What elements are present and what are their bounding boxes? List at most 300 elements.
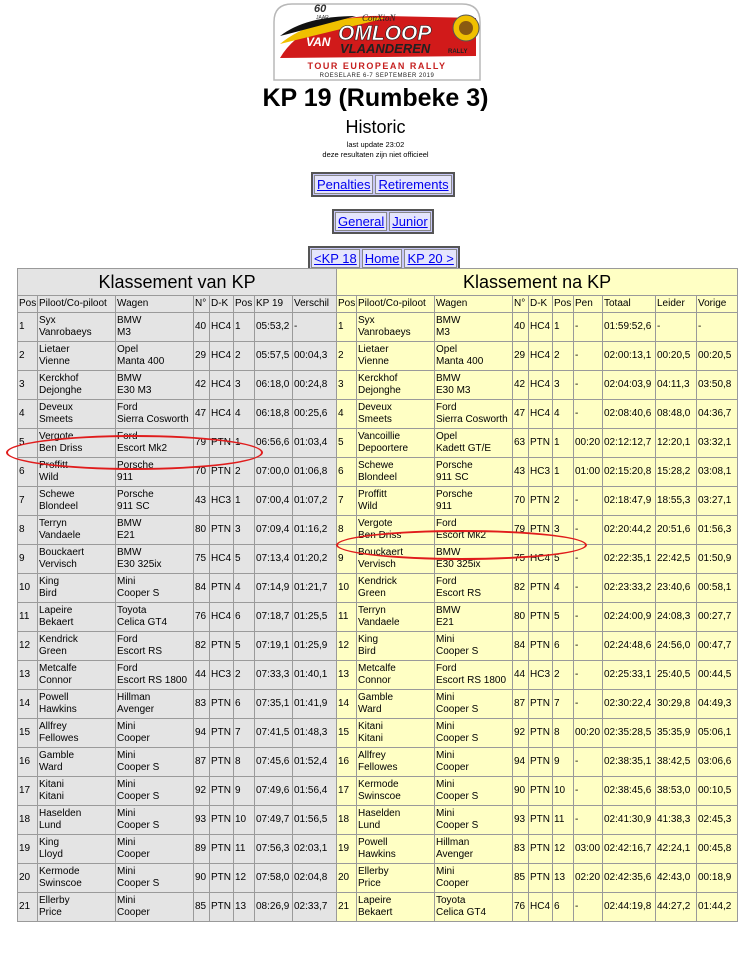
total-cell: 02:08:40,6 xyxy=(603,400,656,429)
class-cell: PTN xyxy=(529,574,553,603)
codriver-name: Swinscoe xyxy=(358,791,401,802)
car-model: Cooper S xyxy=(117,791,160,802)
crew-cell xyxy=(357,371,435,400)
car-model: Escort Mk2 xyxy=(436,530,487,541)
logo-dates: ROESELARE 6-7 SEPTEMBER 2019 xyxy=(319,73,435,79)
table-row xyxy=(337,893,738,922)
leader-gap-cell: 30:29,8 xyxy=(656,690,697,719)
class-cell: PTN xyxy=(529,603,553,632)
car-model: Escort RS 1800 xyxy=(117,675,188,686)
general-link[interactable]: General xyxy=(335,212,387,231)
driver-name: Kermode xyxy=(39,866,80,877)
car-cell xyxy=(116,603,194,632)
penalty-cell: - xyxy=(574,342,603,371)
driver-name: Deveux xyxy=(39,402,73,413)
total-cell: 02:42:35,6 xyxy=(603,864,656,893)
car-make: Mini xyxy=(436,692,455,703)
car-make: Mini xyxy=(436,779,455,790)
stage-time-cell: 07:41,5 xyxy=(255,719,293,748)
table-row xyxy=(337,487,738,516)
penalty-cell: - xyxy=(574,748,603,777)
table-row xyxy=(337,864,738,893)
junior-link[interactable]: Junior xyxy=(389,212,430,231)
car-model: Escort RS xyxy=(117,646,163,657)
class-cell: PTN xyxy=(529,690,553,719)
leader-gap-cell: 42:43,0 xyxy=(656,864,697,893)
car-cell xyxy=(116,313,194,342)
home-link[interactable]: Home xyxy=(362,249,403,268)
right-col-header: Wagen xyxy=(435,296,513,313)
car-cell xyxy=(435,574,513,603)
class-cell: HC4 xyxy=(210,545,234,574)
number-cell: 42 xyxy=(194,371,210,400)
car-make: Opel xyxy=(436,431,458,442)
car-cell xyxy=(435,458,513,487)
prev-gap-cell: 04:36,7 xyxy=(697,400,738,429)
penalty-cell: - xyxy=(574,313,603,342)
car-cell xyxy=(116,458,194,487)
driver-name: Ellerby xyxy=(39,895,70,906)
number-cell: 94 xyxy=(194,719,210,748)
number-cell: 84 xyxy=(194,574,210,603)
pos-cell: 2 xyxy=(18,342,38,371)
class-pos-cell: 2 xyxy=(553,342,574,371)
codriver-name: Ward xyxy=(39,762,63,773)
number-cell: 79 xyxy=(194,429,210,458)
prev-gap-cell: 03:27,1 xyxy=(697,487,738,516)
leader-gap-cell: 41:38,3 xyxy=(656,806,697,835)
car-cell xyxy=(435,690,513,719)
prev-gap-cell: 00:47,7 xyxy=(697,632,738,661)
car-make: Opel xyxy=(117,344,139,355)
class-cell: PTN xyxy=(210,516,234,545)
table-row xyxy=(337,603,738,632)
gap-cell: 00:24,8 xyxy=(293,371,337,400)
codriver-name: Swinscoe xyxy=(39,878,82,889)
pos-cell: 14 xyxy=(18,690,38,719)
total-cell: 02:30:22,4 xyxy=(603,690,656,719)
crew-cell xyxy=(38,371,116,400)
leader-gap-cell: 23:40,6 xyxy=(656,574,697,603)
table-row xyxy=(337,661,738,690)
prev-gap-cell: 03:32,1 xyxy=(697,429,738,458)
class-pos-cell: 4 xyxy=(553,574,574,603)
gap-cell: 01:07,2 xyxy=(293,487,337,516)
codriver-name: Price xyxy=(358,878,381,889)
car-make: Ford xyxy=(436,663,457,674)
car-make: Toyota xyxy=(436,895,466,906)
car-model: E30 325ix xyxy=(117,559,162,570)
penalties-link[interactable]: Penalties xyxy=(314,175,373,194)
codriver-name: Bird xyxy=(39,588,57,599)
car-make: Hillman xyxy=(117,692,151,703)
codriver-name: Dejonghe xyxy=(39,385,82,396)
driver-name: King xyxy=(358,634,379,645)
car-cell xyxy=(116,545,194,574)
total-cell: 02:23:33,2 xyxy=(603,574,656,603)
car-model: Cooper S xyxy=(117,762,160,773)
car-cell xyxy=(116,806,194,835)
class-pos-cell: 1 xyxy=(553,458,574,487)
number-cell: 76 xyxy=(513,893,529,922)
number-cell: 63 xyxy=(513,429,529,458)
prev-gap-cell: 03:08,1 xyxy=(697,458,738,487)
leader-gap-cell: 15:28,2 xyxy=(656,458,697,487)
class-pos-cell: 7 xyxy=(234,719,255,748)
car-cell xyxy=(116,342,194,371)
prev-gap-cell: 00:18,9 xyxy=(697,864,738,893)
car-make: Ford xyxy=(117,431,138,442)
leader-gap-cell: - xyxy=(656,313,697,342)
prev-gap-cell: 03:50,8 xyxy=(697,371,738,400)
number-cell: 92 xyxy=(513,719,529,748)
class-cell: HC4 xyxy=(210,400,234,429)
codriver-name: Smeets xyxy=(39,414,73,425)
car-make: Mini xyxy=(117,837,136,848)
car-model: E21 xyxy=(436,617,454,628)
codriver-name: Bird xyxy=(358,646,376,657)
leader-gap-cell: 20:51,6 xyxy=(656,516,697,545)
class-cell: PTN xyxy=(529,632,553,661)
next-stage-link[interactable]: KP 20 > xyxy=(404,249,456,268)
class-pos-cell: 3 xyxy=(553,371,574,400)
car-cell xyxy=(435,371,513,400)
gap-cell: 01:03,4 xyxy=(293,429,337,458)
car-model: Cooper xyxy=(436,878,469,889)
driver-name: Kermode xyxy=(358,779,399,790)
driver-name: Metcalfe xyxy=(358,663,396,674)
car-model: Cooper S xyxy=(436,646,479,657)
prev-gap-cell: 00:20,5 xyxy=(697,342,738,371)
class-pos-cell: 12 xyxy=(553,835,574,864)
number-cell: 80 xyxy=(513,603,529,632)
total-cell: 02:15:20,8 xyxy=(603,458,656,487)
table-row xyxy=(337,458,738,487)
codriver-name: Vanrobaeys xyxy=(358,327,411,338)
prev-gap-cell: 01:44,2 xyxy=(697,893,738,922)
prev-gap-cell: 05:06,1 xyxy=(697,719,738,748)
car-make: Porsche xyxy=(436,489,473,500)
driver-name: Haselden xyxy=(39,808,82,819)
right-col-header: D-K xyxy=(529,296,553,313)
table-row xyxy=(18,458,337,487)
gap-cell: 00:04,3 xyxy=(293,342,337,371)
table-row xyxy=(18,516,337,545)
stage-time-cell: 06:18,0 xyxy=(255,371,293,400)
codriver-name: Fellowes xyxy=(39,733,79,744)
car-model: Cooper S xyxy=(117,820,160,831)
stage-time-cell: 07:56,3 xyxy=(255,835,293,864)
car-cell xyxy=(116,400,194,429)
driver-name: Powell xyxy=(358,837,388,848)
crew-cell xyxy=(357,603,435,632)
car-model: M3 xyxy=(117,327,131,338)
class-pos-cell: 9 xyxy=(234,777,255,806)
stage-time-cell: 08:26,9 xyxy=(255,893,293,922)
class-cell: PTN xyxy=(529,487,553,516)
class-pos-cell: 11 xyxy=(553,806,574,835)
car-cell xyxy=(435,864,513,893)
driver-name: Kendrick xyxy=(358,576,397,587)
car-model: Cooper xyxy=(436,762,469,773)
penalty-cell: 02:20 xyxy=(574,864,603,893)
page-title: KP 19 (Rumbeke 3) xyxy=(262,84,489,112)
class-cell: HC4 xyxy=(529,545,553,574)
penalty-cell: - xyxy=(574,574,603,603)
crew-cell xyxy=(357,429,435,458)
car-cell xyxy=(435,487,513,516)
pos-cell: 9 xyxy=(337,545,357,574)
table-row xyxy=(18,313,337,342)
car-cell xyxy=(435,719,513,748)
crew-cell xyxy=(357,719,435,748)
overall-classification-table xyxy=(336,268,738,922)
prev-gap-cell: 04:49,3 xyxy=(697,690,738,719)
codriver-name: Connor xyxy=(358,675,391,686)
class-pos-cell: 13 xyxy=(553,864,574,893)
car-model: Cooper xyxy=(117,907,150,918)
penalty-cell: 03:00 xyxy=(574,835,603,864)
table-row xyxy=(18,719,337,748)
car-model: 911 SC xyxy=(117,501,150,512)
driver-name: Vergote xyxy=(358,518,393,529)
crew-cell xyxy=(357,516,435,545)
class-cell: PTN xyxy=(210,690,234,719)
pos-cell: 4 xyxy=(337,400,357,429)
car-model: Cooper S xyxy=(436,733,479,744)
car-model: Avenger xyxy=(117,704,155,715)
driver-name: Kitani xyxy=(358,721,384,732)
car-make: Porsche xyxy=(117,489,154,500)
pos-cell: 12 xyxy=(18,632,38,661)
class-pos-cell: 1 xyxy=(553,429,574,458)
pos-cell: 10 xyxy=(18,574,38,603)
car-cell xyxy=(435,545,513,574)
penalty-cell: - xyxy=(574,487,603,516)
class-pos-cell: 2 xyxy=(553,661,574,690)
table-row xyxy=(337,835,738,864)
crew-cell xyxy=(38,487,116,516)
pos-cell: 17 xyxy=(18,777,38,806)
driver-name: Lietaer xyxy=(39,344,70,355)
number-cell: 79 xyxy=(513,516,529,545)
car-cell xyxy=(116,719,194,748)
class-pos-cell: 10 xyxy=(234,806,255,835)
driver-name: Gamble xyxy=(39,750,75,761)
stage-classification-table xyxy=(17,268,337,922)
class-cell: PTN xyxy=(210,748,234,777)
driver-name: Allfrey xyxy=(358,750,386,761)
crew-cell xyxy=(38,690,116,719)
gap-cell: 02:03,1 xyxy=(293,835,337,864)
car-cell xyxy=(116,429,194,458)
crew-cell xyxy=(357,864,435,893)
car-cell xyxy=(435,835,513,864)
driver-name: Schewe xyxy=(39,489,75,500)
pos-cell: 21 xyxy=(337,893,357,922)
penalty-cell: - xyxy=(574,690,603,719)
car-make: Mini xyxy=(117,895,136,906)
pos-cell: 4 xyxy=(18,400,38,429)
codriver-name: Lund xyxy=(39,820,62,831)
crew-cell xyxy=(38,777,116,806)
table-row xyxy=(337,545,738,574)
right-col-header: Pen xyxy=(574,296,603,313)
last-update: last update 23:02 xyxy=(346,140,405,149)
stage-time-cell: 05:53,2 xyxy=(255,313,293,342)
codriver-name: Lloyd xyxy=(39,849,63,860)
left-col-header: Verschil xyxy=(293,296,337,313)
crew-cell xyxy=(38,748,116,777)
gap-cell: 01:06,8 xyxy=(293,458,337,487)
class-cell: HC3 xyxy=(210,661,234,690)
class-pos-cell: 5 xyxy=(234,545,255,574)
table-row xyxy=(337,777,738,806)
penalty-cell: - xyxy=(574,371,603,400)
table-row xyxy=(337,632,738,661)
stage-time-cell: 06:56,6 xyxy=(255,429,293,458)
car-make: Mini xyxy=(117,866,136,877)
number-cell: 76 xyxy=(194,603,210,632)
table-row xyxy=(337,516,738,545)
car-model: E21 xyxy=(117,530,135,541)
number-cell: 93 xyxy=(194,806,210,835)
penalty-cell: - xyxy=(574,661,603,690)
logo-script: ConXioN xyxy=(362,13,396,23)
gap-cell: 01:25,5 xyxy=(293,603,337,632)
car-cell xyxy=(435,342,513,371)
logo-tour: TOUR EUROPEAN RALLY xyxy=(307,61,447,71)
table-row xyxy=(18,603,337,632)
car-make: BMW xyxy=(117,547,142,558)
car-make: BMW xyxy=(117,373,142,384)
car-cell xyxy=(435,806,513,835)
leader-gap-cell: 24:08,3 xyxy=(656,603,697,632)
stage-time-cell: 07:33,3 xyxy=(255,661,293,690)
class-pos-cell: 6 xyxy=(234,603,255,632)
codriver-name: Fellowes xyxy=(358,762,398,773)
pos-cell: 10 xyxy=(337,574,357,603)
driver-name: Bouckaert xyxy=(39,547,85,558)
crew-cell xyxy=(357,690,435,719)
car-cell xyxy=(435,893,513,922)
driver-name: Vergote xyxy=(39,431,74,442)
leader-gap-cell: 12:20,1 xyxy=(656,429,697,458)
class-cell: PTN xyxy=(210,458,234,487)
penalty-cell: - xyxy=(574,806,603,835)
crew-cell xyxy=(38,429,116,458)
class-pos-cell: 5 xyxy=(234,632,255,661)
number-cell: 70 xyxy=(194,458,210,487)
nav-results-extra xyxy=(311,172,455,197)
pos-cell: 6 xyxy=(18,458,38,487)
car-make: Hillman xyxy=(436,837,470,848)
gap-cell: 01:52,4 xyxy=(293,748,337,777)
codriver-name: Hawkins xyxy=(358,849,396,860)
class-pos-cell: 3 xyxy=(234,516,255,545)
table-row xyxy=(18,487,337,516)
crew-cell xyxy=(357,400,435,429)
driver-name: Kendrick xyxy=(39,634,78,645)
car-make: Mini xyxy=(436,634,455,645)
left-col-header: KP 19 xyxy=(255,296,293,313)
car-model: Escort Mk2 xyxy=(117,443,168,454)
table-row xyxy=(337,690,738,719)
left-col-header: Pos xyxy=(18,296,38,313)
codriver-name: Bekaert xyxy=(39,617,74,628)
codriver-name: Ben Driss xyxy=(358,530,402,541)
car-model: Cooper S xyxy=(436,820,479,831)
crew-cell xyxy=(38,719,116,748)
right-col-header: Leider xyxy=(656,296,697,313)
car-cell xyxy=(116,835,194,864)
driver-name: Lietaer xyxy=(358,344,389,355)
driver-name: Vancoillie xyxy=(358,431,401,442)
pos-cell: 1 xyxy=(18,313,38,342)
pos-cell: 8 xyxy=(18,516,38,545)
car-cell xyxy=(116,371,194,400)
class-pos-cell: 1 xyxy=(234,313,255,342)
driver-name: Kerckhof xyxy=(358,373,398,384)
class-cell: HC4 xyxy=(529,342,553,371)
pos-cell: 16 xyxy=(18,748,38,777)
class-cell: PTN xyxy=(210,806,234,835)
pos-cell: 14 xyxy=(337,690,357,719)
stage-time-cell: 07:00,0 xyxy=(255,458,293,487)
stage-time-cell: 07:00,4 xyxy=(255,487,293,516)
car-model: Celica GT4 xyxy=(436,907,487,918)
crew-cell xyxy=(38,661,116,690)
number-cell: 44 xyxy=(194,661,210,690)
class-cell: HC4 xyxy=(210,371,234,400)
driver-name: Terryn xyxy=(39,518,67,529)
gap-cell: 01:25,9 xyxy=(293,632,337,661)
left-col-header: Wagen xyxy=(116,296,194,313)
stage-time-cell: 07:13,4 xyxy=(255,545,293,574)
table-row xyxy=(18,893,337,922)
number-cell: 93 xyxy=(513,806,529,835)
crew-cell xyxy=(357,748,435,777)
penalty-cell: - xyxy=(574,545,603,574)
prev-gap-cell: 02:45,3 xyxy=(697,806,738,835)
class-pos-cell: 2 xyxy=(553,487,574,516)
crew-cell xyxy=(38,400,116,429)
retirements-link[interactable]: Retirements xyxy=(375,175,451,194)
codriver-name: Depoortere xyxy=(358,443,409,454)
right-col-header: Pos xyxy=(337,296,357,313)
total-cell: 02:38:35,1 xyxy=(603,748,656,777)
number-cell: 84 xyxy=(513,632,529,661)
codriver-name: Green xyxy=(358,588,386,599)
class-cell: PTN xyxy=(529,806,553,835)
car-model: Cooper S xyxy=(117,588,160,599)
codriver-name: Ben Driss xyxy=(39,443,83,454)
leader-gap-cell: 00:20,5 xyxy=(656,342,697,371)
pos-cell: 20 xyxy=(18,864,38,893)
prev-gap-cell: 00:44,5 xyxy=(697,661,738,690)
right-col-header: Piloot/Co-piloot xyxy=(357,296,435,313)
pos-cell: 11 xyxy=(337,603,357,632)
car-model: E30 M3 xyxy=(117,385,152,396)
stage-time-cell: 05:57,5 xyxy=(255,342,293,371)
nav-classification xyxy=(332,209,434,234)
prev-stage-link[interactable]: <KP 18 xyxy=(311,249,360,268)
pos-cell: 8 xyxy=(337,516,357,545)
car-make: BMW xyxy=(117,315,142,326)
car-make: Porsche xyxy=(436,460,473,471)
codriver-name: Wild xyxy=(39,472,59,483)
pos-cell: 7 xyxy=(337,487,357,516)
